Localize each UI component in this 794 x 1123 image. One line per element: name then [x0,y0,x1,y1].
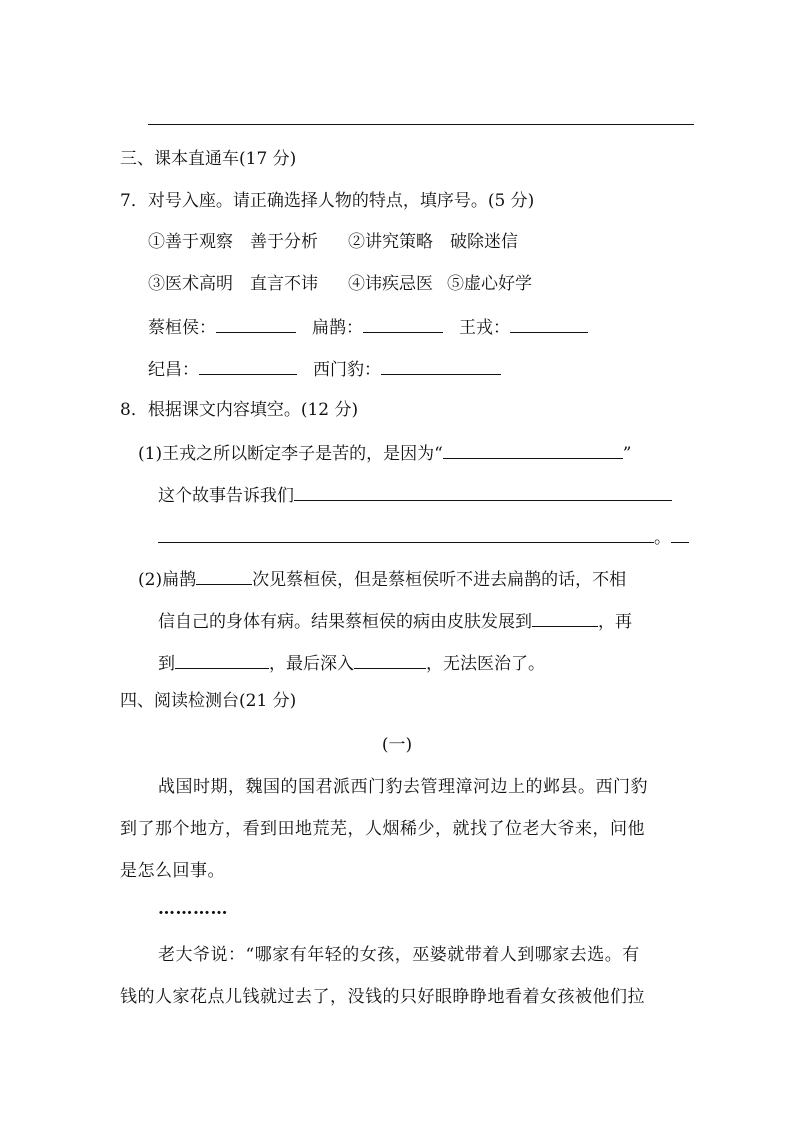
q7-answer-row1 [148,314,588,340]
q8-p1-line1 [138,440,631,466]
q8-p2-text-g: ，无法医治了。 [426,654,545,674]
blank-p2-count[interactable] [196,566,252,585]
blank-p1-lesson-a[interactable] [294,482,672,501]
q7-option-3: ③医术高明 直言不讳 [148,274,318,294]
label-ximenbao: 西门豹： [313,360,381,380]
reading-para1-line3: 是怎么回事。 [120,861,225,881]
reading-para1-line2: 到了那个地方，看到田地荒芜，人烟稀少，就找了位老大爷来，问他 [120,819,645,839]
q8-p1-line2 [158,482,672,508]
label-cai: 蔡桓侯： [148,318,216,338]
blank-cai[interactable] [216,314,296,333]
label-wangrong: 王戎： [459,318,510,338]
reading-heading: (一) [381,735,413,755]
section4-title: 四、阅读检测台(21 分) [120,691,297,711]
blank-p2-stage3[interactable] [354,650,426,669]
reading-para1-line1: 战国时期，魏国的国君派西门豹去管理漳河边上的邺县。西门豹 [158,777,648,797]
q8-p2-line3 [158,650,545,676]
blank-wangrong[interactable] [510,314,588,333]
blank-bianque[interactable] [363,314,443,333]
q8-p1-text-b: 这个故事告诉我们 [158,486,294,506]
q8-stem: 8．根据课文内容填空。(12 分) [120,400,359,420]
q8-p2-text-f: ，最后深入 [269,654,354,674]
blank-p2-stage1[interactable] [532,608,598,627]
q8-p2-text-c: 信自己的身体有病。结果蔡桓侯的病由皮肤发展到 [158,612,532,632]
reading-para2-line1: 老大爷说：“哪家有年轻的女孩，巫婆就带着人到哪家去选。有 [158,945,640,965]
q7-options-row2 [148,272,532,296]
reading-ellipsis: ………… [158,899,228,919]
blank-ximenbao[interactable] [381,356,501,375]
q8-p1-text-a: (1)王戎之所以断定李子是苦的，是因为“ [138,444,443,464]
q8-p2-text-d: ，再 [598,612,632,632]
label-jichang: 纪昌： [148,360,199,380]
q8-p1-quote-end: ” [622,444,632,464]
section3-title: 三、课本直通车(17 分) [120,149,297,169]
q8-p2-line2 [158,608,632,634]
q7-stem: 7．对号入座。请正确选择人物的特点，填序号。(5 分) [120,191,535,211]
q8-p1-line3 [158,524,689,550]
blank-p2-stage2[interactable] [175,650,269,669]
blank-p1-reason[interactable] [443,440,623,459]
top-rule [148,124,694,125]
blank-p1-lesson-tail [671,524,689,543]
label-bianque: 扁鹊： [312,318,363,338]
q8-p2-line1 [138,566,626,592]
blank-p1-lesson-b[interactable] [158,524,654,543]
q7-option-1: ①善于观察 善于分析 [148,232,318,252]
reading-para2-line2: 钱的人家花点儿钱就过去了，没钱的只好眼睁睁地看着女孩被他们拉 [120,987,645,1007]
q7-options-row1 [148,230,518,254]
q7-answer-row2 [148,356,501,382]
q8-p2-text-b: 次见蔡桓侯，但是蔡桓侯听不进去扁鹊的话，不相 [252,570,627,590]
q8-p1-period: 。 [654,528,671,548]
q8-p2-text-a: (2)扁鹊 [138,570,197,590]
q7-option-5: ⑤虚心好学 [447,274,532,294]
q7-option-2: ②讲究策略 破除迷信 [348,232,518,252]
q8-p2-text-e: 到 [158,654,175,674]
q7-option-4: ④讳疾忌医 [348,274,433,294]
blank-jichang[interactable] [199,356,297,375]
